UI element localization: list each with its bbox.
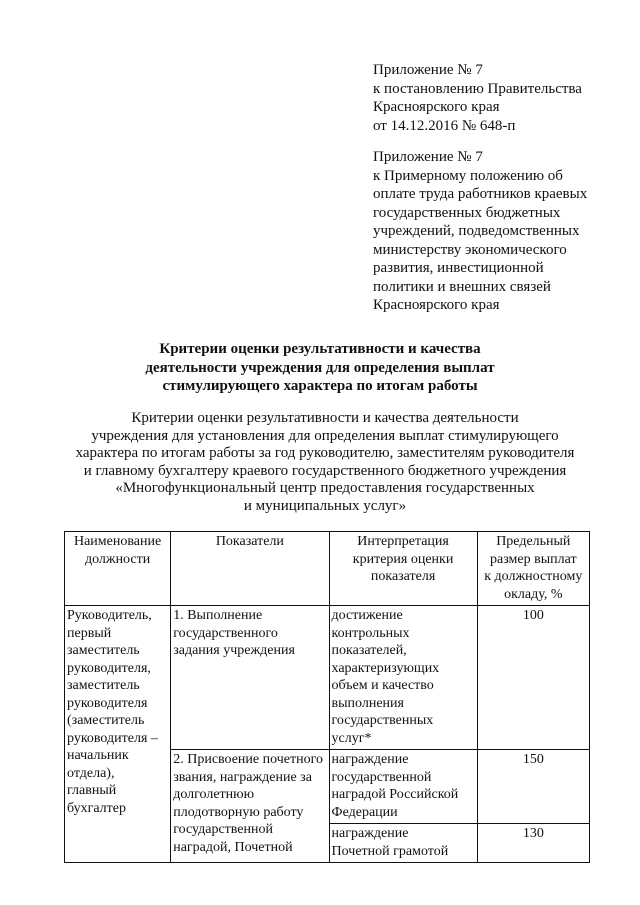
annex-decree: Приложение № 7 к постановлению Правительства Красноярского края от 14.12.2016 № 648-п	[373, 62, 582, 134]
cell-interpretation-2b: награждение Почетной грамотой	[329, 824, 477, 863]
cell-value-2b: 130	[477, 824, 589, 863]
header-max-payment: Предельный размер выплат к должностному окладу, %	[477, 532, 589, 606]
cell-value-1: 100	[477, 606, 589, 750]
table-row	[65, 606, 590, 750]
cell-interpretation-2a: награждение государственной наградой Российской Федерации	[329, 750, 477, 824]
cell-interpretation-1: достижение контрольных показателей, характеризующих объем и качество выполнения государственных услуг*	[329, 606, 477, 750]
header-position: Наименование должности	[65, 532, 171, 606]
cell-indicator-1: 1. Выполнение государственного задания учреждения	[171, 606, 329, 750]
table-header-row	[65, 532, 590, 606]
cell-value-2a: 150	[477, 750, 589, 824]
header-indicators: Показатели	[171, 532, 329, 606]
header-interpretation: Интерпретация критерия оценки показателя	[329, 532, 477, 606]
criteria-table	[64, 531, 590, 863]
document-title: Критерии оценки результативности и качества деятельности учреждения для определения выплат стимулирующего характера по итогам работы	[145, 341, 495, 394]
annex-regulation: Приложение № 7 к Примерному положению об оплате труда работников краевых государственных бюджетных учреждений, подведомственных министерству экономического развития, инвестиционной политики и внешних связей Красноярского края	[373, 149, 588, 313]
cell-position: Руководитель, первый заместитель руководителя, заместитель руководителя (заместитель руководителя – начальник отдела), главный бухгалтер	[65, 606, 171, 863]
cell-indicator-2: 2. Присвоение почетного звания, награждение за долголетнюю плодотворную работу государственной наградой, Почетной	[171, 750, 329, 863]
document-subtitle: Критерии оценки результативности и качества деятельности учреждения для установления для определения выплат стимулирующего характера по итогам работы за год руководителю, заместителям руководителя и главному бухгалтеру краевого государственного бюджетного учреждения «Многофункциональный центр предоставления государственных и муниципальных услуг»	[75, 410, 575, 514]
